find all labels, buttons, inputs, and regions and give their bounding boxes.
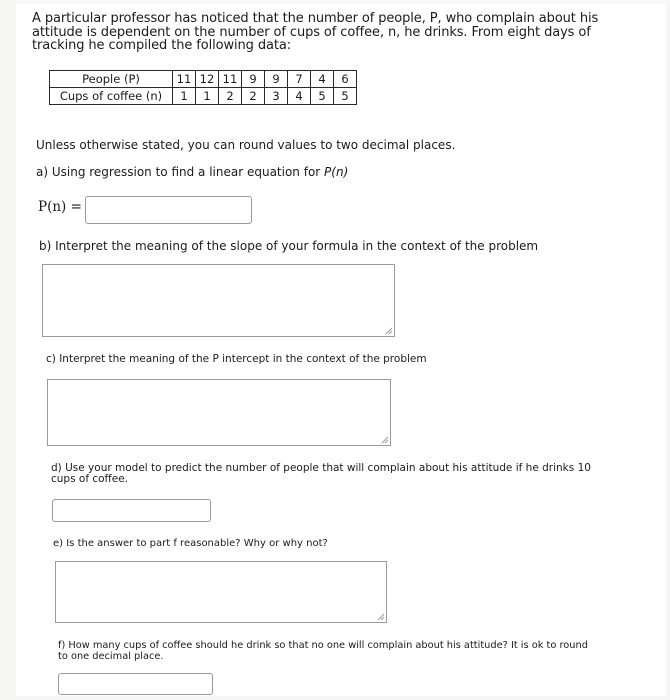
cups-value: 2 xyxy=(219,88,242,105)
people-value: 6 xyxy=(334,71,357,88)
cups-answer-field[interactable] xyxy=(58,673,213,695)
resize-grip-icon[interactable] xyxy=(377,613,385,621)
cups-row xyxy=(50,88,357,105)
part-a-label: a) Using regression to find a linear equation for xyxy=(36,165,325,179)
people-row xyxy=(50,71,357,88)
intercept-answer-textarea[interactable] xyxy=(47,379,391,446)
people-value: 4 xyxy=(311,71,334,88)
cups-value: 2 xyxy=(242,88,265,105)
problem-statement: A particular professor has noticed that the number of people, P, who complain about his attitude is dependent on the number of cups of coffee, n, he drinks. From eight days of tracking he compiled the following data: xyxy=(32,11,599,53)
equation-answer-field[interactable] xyxy=(85,196,252,224)
prediction-answer-field[interactable] xyxy=(52,499,211,522)
rounding-instructions: Unless otherwise stated, you can round values to two decimal places. xyxy=(36,138,456,152)
people-value: 9 xyxy=(242,71,265,88)
slope-answer-textarea[interactable] xyxy=(42,264,395,337)
cups-value: 4 xyxy=(288,88,311,105)
cups-value: 3 xyxy=(265,88,288,105)
part-c-prompt: c) Interpret the meaning of the P intercept in the context of the problem xyxy=(46,353,427,365)
resize-grip-icon[interactable] xyxy=(381,436,389,444)
people-value: 7 xyxy=(288,71,311,88)
cups-value: 5 xyxy=(334,88,357,105)
people-value: 9 xyxy=(265,71,288,88)
people-value: 12 xyxy=(196,71,219,88)
part-a-prompt xyxy=(36,166,348,179)
part-e-prompt: e) Is the answer to part f reasonable? Why or why not? xyxy=(53,538,328,549)
cups-value: 1 xyxy=(173,88,196,105)
part-d-prompt: d) Use your model to predict the number of people that will complain about his attitude if he drinks 10 cups of coffee. xyxy=(51,462,591,485)
resize-grip-icon[interactable] xyxy=(385,327,393,335)
part-f-prompt: f) How many cups of coffee should he drink so that no one will complain about his attitude? It is ok to round to one decimal place. xyxy=(58,640,588,662)
equation-label: P(n) = xyxy=(38,199,82,215)
data-table xyxy=(49,70,357,105)
people-value: 11 xyxy=(173,71,196,88)
people-value: 11 xyxy=(219,71,242,88)
part-b-prompt: b) Interpret the meaning of the slope of your formula in the context of the problem xyxy=(39,239,539,253)
reasonable-answer-textarea[interactable] xyxy=(55,561,387,623)
cups-header: Cups of coffee (n) xyxy=(50,88,173,105)
cups-value: 5 xyxy=(311,88,334,105)
part-a-function: P(n) xyxy=(324,165,349,179)
people-header: People (P) xyxy=(50,71,173,88)
cups-value: 1 xyxy=(196,88,219,105)
